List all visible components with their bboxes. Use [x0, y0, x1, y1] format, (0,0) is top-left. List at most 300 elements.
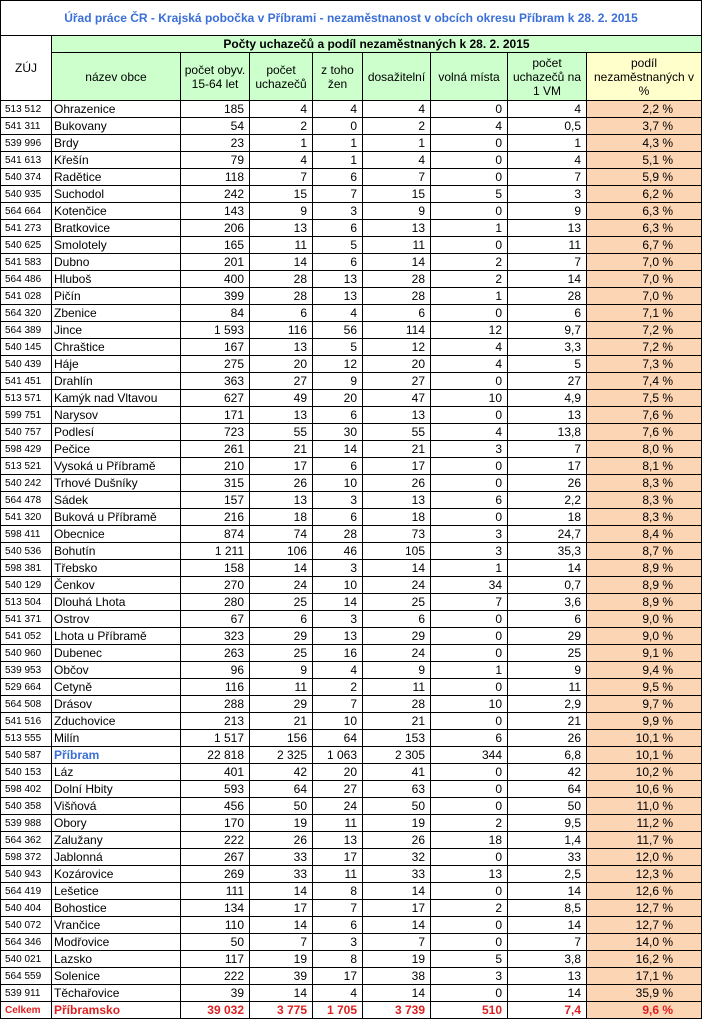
cell-unemployment-share: 9,9 % [587, 713, 702, 730]
table-row [1, 611, 702, 628]
cell-available: 28 [363, 288, 431, 305]
cell-municipality: Buková u Příbramě [52, 509, 181, 526]
cell-zuj: 564 419 [1, 883, 52, 900]
cell-applicants-per-vacancy: 14 [508, 985, 587, 1002]
cell-zuj: 598 372 [1, 849, 52, 866]
cell-vacancies: 0 [431, 458, 508, 475]
cell-women: 3 [313, 492, 363, 509]
cell-applicants-per-vacancy: 29 [508, 628, 587, 645]
table-row [1, 696, 702, 713]
cell-population: 111 [181, 883, 250, 900]
table-row [1, 254, 702, 271]
cell-women: 17 [313, 968, 363, 985]
table-row [1, 951, 702, 968]
cell-vacancies: 2 [431, 900, 508, 917]
table-row [1, 747, 702, 764]
cell-applicants-per-vacancy: 13 [508, 968, 587, 985]
cell-population: 723 [181, 424, 250, 441]
cell-applicants: 39 [250, 968, 313, 985]
table-row [1, 475, 702, 492]
table-row [1, 934, 702, 951]
cell-municipality: Ohrazenice [52, 101, 181, 118]
cell-vacancies: 10 [431, 390, 508, 407]
cell-applicants: 25 [250, 645, 313, 662]
cell-municipality: Lešetice [52, 883, 181, 900]
cell-applicants-per-vacancy: 9 [508, 203, 587, 220]
cell-municipality: Dlouhá Lhota [52, 594, 181, 611]
cell-vacancies: 0 [431, 509, 508, 526]
cell-women: 6 [313, 458, 363, 475]
cell-available: 7 [363, 169, 431, 186]
cell-unemployment-share: 10,1 % [587, 747, 702, 764]
cell-municipality: Jablonná [52, 849, 181, 866]
cell-zuj: 540 374 [1, 169, 52, 186]
cell-applicants-per-vacancy: 4,9 [508, 390, 587, 407]
cell-women: 14 [313, 441, 363, 458]
table-row [1, 220, 702, 237]
cell-applicants-per-vacancy: 17 [508, 458, 587, 475]
cell-applicants-per-vacancy: 0,7 [508, 577, 587, 594]
cell-women: 10 [313, 577, 363, 594]
cell-population: 363 [181, 373, 250, 390]
cell-zuj: 540 153 [1, 764, 52, 781]
table-row [1, 832, 702, 849]
cell-municipality: Lhota u Příbramě [52, 628, 181, 645]
cell-applicants-per-vacancy: 25 [508, 645, 587, 662]
cell-women: 5 [313, 339, 363, 356]
cell-population: 165 [181, 237, 250, 254]
cell-applicants-per-vacancy: 9,5 [508, 815, 587, 832]
table-row [1, 339, 702, 356]
cell-available: 21 [363, 713, 431, 730]
cell-zuj: 564 486 [1, 271, 52, 288]
cell-zuj: 541 273 [1, 220, 52, 237]
cell-population: 242 [181, 186, 250, 203]
cell-available: 21 [363, 441, 431, 458]
cell-zuj: 540 129 [1, 577, 52, 594]
cell-population: 627 [181, 390, 250, 407]
cell-unemployment-share: 7,6 % [587, 424, 702, 441]
table-row [1, 645, 702, 662]
cell-population: 143 [181, 203, 250, 220]
cell-available: 50 [363, 798, 431, 815]
table-row [1, 781, 702, 798]
cell-vacancies: 0 [431, 169, 508, 186]
cell-applicants: 14 [250, 560, 313, 577]
cell-vacancies: 6 [431, 492, 508, 509]
cell-unemployment-share: 8,3 % [587, 475, 702, 492]
cell-zuj: 541 052 [1, 628, 52, 645]
cell-available: 26 [363, 475, 431, 492]
cell-applicants-per-vacancy: 1 [508, 135, 587, 152]
cell-zuj: 540 242 [1, 475, 52, 492]
cell-women: 20 [313, 390, 363, 407]
cell-applicants-per-vacancy: 3,3 [508, 339, 587, 356]
cell-women: 3 [313, 560, 363, 577]
cell-vacancies: 0 [431, 407, 508, 424]
cell-municipality: Těchařovice [52, 985, 181, 1002]
cell-applicants: 42 [250, 764, 313, 781]
cell-municipality: Bratkovice [52, 220, 181, 237]
table-row [1, 322, 702, 339]
cell-municipality: Dubenec [52, 645, 181, 662]
cell-population: 593 [181, 781, 250, 798]
table-row [1, 526, 702, 543]
cell-municipality: Pičín [52, 288, 181, 305]
table-row [1, 373, 702, 390]
cell-zuj: 541 028 [1, 288, 52, 305]
cell-available: 4 [363, 101, 431, 118]
cell-unemployment-share: 9,1 % [587, 645, 702, 662]
cell-applicants: 14 [250, 917, 313, 934]
cell-available: 17 [363, 458, 431, 475]
cell-applicants-per-vacancy: 27 [508, 373, 587, 390]
cell-available: 153 [363, 730, 431, 747]
cell-applicants: 9 [250, 662, 313, 679]
cell-vacancies: 0 [431, 883, 508, 900]
cell-applicants: 19 [250, 951, 313, 968]
cell-women: 10 [313, 713, 363, 730]
cell-zuj: 598 381 [1, 560, 52, 577]
cell-vacancies: 0 [431, 101, 508, 118]
cell-vacancies: 34 [431, 577, 508, 594]
cell-available: 11 [363, 679, 431, 696]
cell-zuj: 564 664 [1, 203, 52, 220]
column-header-name: název obce [52, 53, 181, 101]
cell-population: 39 [181, 985, 250, 1002]
cell-unemployment-share: 9,7 % [587, 696, 702, 713]
cell-women: 4 [313, 985, 363, 1002]
cell-unemployment-share: 10,1 % [587, 730, 702, 747]
table-row [1, 118, 702, 135]
cell-vacancies: 0 [431, 628, 508, 645]
cell-applicants: 17 [250, 900, 313, 917]
cell-applicants: 116 [250, 322, 313, 339]
cell-unemployment-share: 8,9 % [587, 594, 702, 611]
cell-applicants: 24 [250, 577, 313, 594]
cell-women: 12 [313, 356, 363, 373]
cell-population: 50 [181, 934, 250, 951]
cell-applicants: 15 [250, 186, 313, 203]
cell-municipality: Bohostice [52, 900, 181, 917]
cell-vacancies: 0 [431, 798, 508, 815]
cell-population: 67 [181, 611, 250, 628]
cell-municipality: Dolní Hbity [52, 781, 181, 798]
cell-zuj: 541 320 [1, 509, 52, 526]
cell-available: 2 [363, 118, 431, 135]
cell-women: 1 063 [313, 747, 363, 764]
cell-municipality: Kotenčice [52, 203, 181, 220]
cell-zuj: 540 536 [1, 543, 52, 560]
cell-municipality: Solenice [52, 968, 181, 985]
cell-women: 1 [313, 152, 363, 169]
cell-population: 118 [181, 169, 250, 186]
column-header-vacancies: volná místa [431, 53, 508, 101]
cell-municipality: Podlesí [52, 424, 181, 441]
cell-unemployment-share: 7,1 % [587, 305, 702, 322]
cell-applicants-per-vacancy: 3,6 [508, 594, 587, 611]
cell-women: 13 [313, 288, 363, 305]
cell-population: 222 [181, 832, 250, 849]
cell-municipality: Pečice [52, 441, 181, 458]
cell-applicants: 7 [250, 169, 313, 186]
cell-municipality: Křešín [52, 152, 181, 169]
cell-municipality: Háje [52, 356, 181, 373]
cell-available: 114 [363, 322, 431, 339]
cell-available: 27 [363, 373, 431, 390]
cell-unemployment-share: 8,4 % [587, 526, 702, 543]
table-row [1, 288, 702, 305]
cell-applicants: 11 [250, 237, 313, 254]
cell-unemployment-share: 3,7 % [587, 118, 702, 135]
cell-applicants-per-vacancy: 8,5 [508, 900, 587, 917]
cell-population: 134 [181, 900, 250, 917]
cell-applicants: 50 [250, 798, 313, 815]
table-row [1, 305, 702, 322]
cell-women: 8 [313, 951, 363, 968]
cell-population: 1 211 [181, 543, 250, 560]
cell-municipality: Modřovice [52, 934, 181, 951]
cell-unemployment-share: 5,1 % [587, 152, 702, 169]
cell-vacancies: 0 [431, 237, 508, 254]
cell-applicants-per-vacancy: 4 [508, 152, 587, 169]
cell-unemployment-share: 35,9 % [587, 985, 702, 1002]
cell-population: 280 [181, 594, 250, 611]
cell-population: 158 [181, 560, 250, 577]
cell-available: 11 [363, 237, 431, 254]
table-row [1, 594, 702, 611]
cell-applicants-per-vacancy: 7 [508, 441, 587, 458]
cell-available: 38 [363, 968, 431, 985]
table-row [1, 679, 702, 696]
cell-applicants-per-vacancy: 24,7 [508, 526, 587, 543]
cell-women: 7 [313, 900, 363, 917]
cell-applicants: 26 [250, 475, 313, 492]
cell-applicants-per-vacancy: 14 [508, 917, 587, 934]
cell-unemployment-share: 6,3 % [587, 203, 702, 220]
cell-municipality: Obecnice [52, 526, 181, 543]
cell-available: 14 [363, 254, 431, 271]
cell-zuj: 564 362 [1, 832, 52, 849]
cell-vacancies: 344 [431, 747, 508, 764]
cell-population: 23 [181, 135, 250, 152]
cell-available: 28 [363, 696, 431, 713]
table-row [1, 186, 702, 203]
cell-unemployment-share: 7,0 % [587, 271, 702, 288]
cell-vacancies: 0 [431, 985, 508, 1002]
table-row [1, 900, 702, 917]
cell-available: 2 305 [363, 747, 431, 764]
table-row [1, 985, 702, 1002]
cell-zuj: 541 613 [1, 152, 52, 169]
cell-vacancies: 3 [431, 968, 508, 985]
cell-vacancies: 2 [431, 254, 508, 271]
cell-available: 3 739 [363, 1002, 431, 1019]
cell-applicants-per-vacancy: 35,3 [508, 543, 587, 560]
cell-unemployment-share: 8,9 % [587, 560, 702, 577]
cell-municipality: Brdy [52, 135, 181, 152]
cell-applicants: 29 [250, 628, 313, 645]
cell-women: 3 [313, 934, 363, 951]
cell-unemployment-share: 12,6 % [587, 883, 702, 900]
cell-applicants-per-vacancy: 42 [508, 764, 587, 781]
cell-available: 6 [363, 305, 431, 322]
cell-municipality: Lazsko [52, 951, 181, 968]
cell-women: 1 705 [313, 1002, 363, 1019]
cell-unemployment-share: 14,0 % [587, 934, 702, 951]
cell-women: 6 [313, 917, 363, 934]
cell-zuj: 540 021 [1, 951, 52, 968]
cell-unemployment-share: 7,4 % [587, 373, 702, 390]
cell-unemployment-share: 7,3 % [587, 356, 702, 373]
cell-unemployment-share: 8,3 % [587, 509, 702, 526]
cell-unemployment-share: 7,6 % [587, 407, 702, 424]
cell-zuj: 564 478 [1, 492, 52, 509]
cell-unemployment-share: 10,6 % [587, 781, 702, 798]
cell-population: 206 [181, 220, 250, 237]
cell-available: 4 [363, 152, 431, 169]
cell-applicants-per-vacancy: 7 [508, 934, 587, 951]
table-row [1, 577, 702, 594]
cell-applicants-per-vacancy: 9,7 [508, 322, 587, 339]
cell-zuj: 540 935 [1, 186, 52, 203]
cell-applicants-per-vacancy: 3,8 [508, 951, 587, 968]
cell-applicants: 14 [250, 883, 313, 900]
column-header-population: počet obyv. 15-64 let [181, 53, 250, 101]
cell-unemployment-share: 12,0 % [587, 849, 702, 866]
cell-applicants: 20 [250, 356, 313, 373]
cell-municipality: Sádek [52, 492, 181, 509]
cell-zuj: 540 404 [1, 900, 52, 917]
cell-applicants-per-vacancy: 28 [508, 288, 587, 305]
total-row [1, 1002, 702, 1019]
cell-population: 84 [181, 305, 250, 322]
cell-vacancies: 510 [431, 1002, 508, 1019]
cell-zuj: 540 358 [1, 798, 52, 815]
table-row [1, 968, 702, 985]
cell-applicants-per-vacancy: 26 [508, 730, 587, 747]
cell-applicants-per-vacancy: 50 [508, 798, 587, 815]
cell-women: 6 [313, 254, 363, 271]
cell-available: 55 [363, 424, 431, 441]
cell-applicants-per-vacancy: 6 [508, 611, 587, 628]
cell-vacancies: 0 [431, 645, 508, 662]
cell-zuj: 540 072 [1, 917, 52, 934]
cell-available: 41 [363, 764, 431, 781]
cell-women: 11 [313, 815, 363, 832]
cell-women: 9 [313, 373, 363, 390]
cell-population: 456 [181, 798, 250, 815]
cell-women: 4 [313, 305, 363, 322]
cell-zuj: 539 911 [1, 985, 52, 1002]
cell-vacancies: 3 [431, 526, 508, 543]
table-row [1, 390, 702, 407]
cell-vacancies: 0 [431, 781, 508, 798]
cell-zuj: 598 429 [1, 441, 52, 458]
cell-municipality: Vrančice [52, 917, 181, 934]
cell-available: 6 [363, 611, 431, 628]
column-header-zuj: ZÚJ [1, 36, 52, 101]
cell-applicants: 27 [250, 373, 313, 390]
cell-applicants: 74 [250, 526, 313, 543]
cell-unemployment-share: 4,3 % [587, 135, 702, 152]
cell-women: 30 [313, 424, 363, 441]
cell-applicants-per-vacancy: 2,9 [508, 696, 587, 713]
table-row [1, 917, 702, 934]
cell-population: 170 [181, 815, 250, 832]
cell-zuj: 541 583 [1, 254, 52, 271]
cell-vacancies: 4 [431, 118, 508, 135]
cell-municipality: Višňová [52, 798, 181, 815]
cell-applicants: 29 [250, 696, 313, 713]
cell-population: 79 [181, 152, 250, 169]
cell-municipality: Zbenice [52, 305, 181, 322]
cell-zuj: 599 751 [1, 407, 52, 424]
cell-applicants: 11 [250, 679, 313, 696]
cell-women: 27 [313, 781, 363, 798]
cell-applicants: 26 [250, 832, 313, 849]
cell-municipality: Třebsko [52, 560, 181, 577]
cell-available: 14 [363, 560, 431, 577]
cell-unemployment-share: 11,0 % [587, 798, 702, 815]
cell-applicants: 13 [250, 220, 313, 237]
cell-municipality: Dubno [52, 254, 181, 271]
cell-available: 20 [363, 356, 431, 373]
table-row [1, 849, 702, 866]
cell-vacancies: 7 [431, 594, 508, 611]
cell-applicants-per-vacancy: 18 [508, 509, 587, 526]
cell-applicants: 19 [250, 815, 313, 832]
table-row [1, 424, 702, 441]
cell-vacancies: 6 [431, 730, 508, 747]
cell-women: 46 [313, 543, 363, 560]
table-row [1, 509, 702, 526]
cell-zuj: 513 571 [1, 390, 52, 407]
cell-zuj: 564 508 [1, 696, 52, 713]
cell-applicants-per-vacancy: 7 [508, 254, 587, 271]
cell-women: 10 [313, 475, 363, 492]
cell-applicants-per-vacancy: 26 [508, 475, 587, 492]
cell-unemployment-share: 16,2 % [587, 951, 702, 968]
cell-vacancies: 10 [431, 696, 508, 713]
cell-population: 261 [181, 441, 250, 458]
cell-zuj: 540 145 [1, 339, 52, 356]
cell-women: 6 [313, 220, 363, 237]
table-row [1, 798, 702, 815]
cell-applicants-per-vacancy: 9 [508, 662, 587, 679]
cell-available: 13 [363, 407, 431, 424]
cell-applicants-per-vacancy: 1,4 [508, 832, 587, 849]
cell-applicants: 33 [250, 866, 313, 883]
cell-applicants: 25 [250, 594, 313, 611]
cell-population: 185 [181, 101, 250, 118]
cell-population: 39 032 [181, 1002, 250, 1019]
cell-available: 33 [363, 866, 431, 883]
cell-unemployment-share: 12,7 % [587, 900, 702, 917]
column-header-available: dosažitelní [363, 53, 431, 101]
cell-applicants-per-vacancy: 13,8 [508, 424, 587, 441]
cell-population: 157 [181, 492, 250, 509]
cell-vacancies: 0 [431, 917, 508, 934]
cell-applicants-per-vacancy: 14 [508, 883, 587, 900]
cell-available: 32 [363, 849, 431, 866]
cell-women: 13 [313, 628, 363, 645]
cell-available: 25 [363, 594, 431, 611]
table-row [1, 169, 702, 186]
cell-population: 213 [181, 713, 250, 730]
cell-applicants: 13 [250, 339, 313, 356]
cell-vacancies: 0 [431, 152, 508, 169]
